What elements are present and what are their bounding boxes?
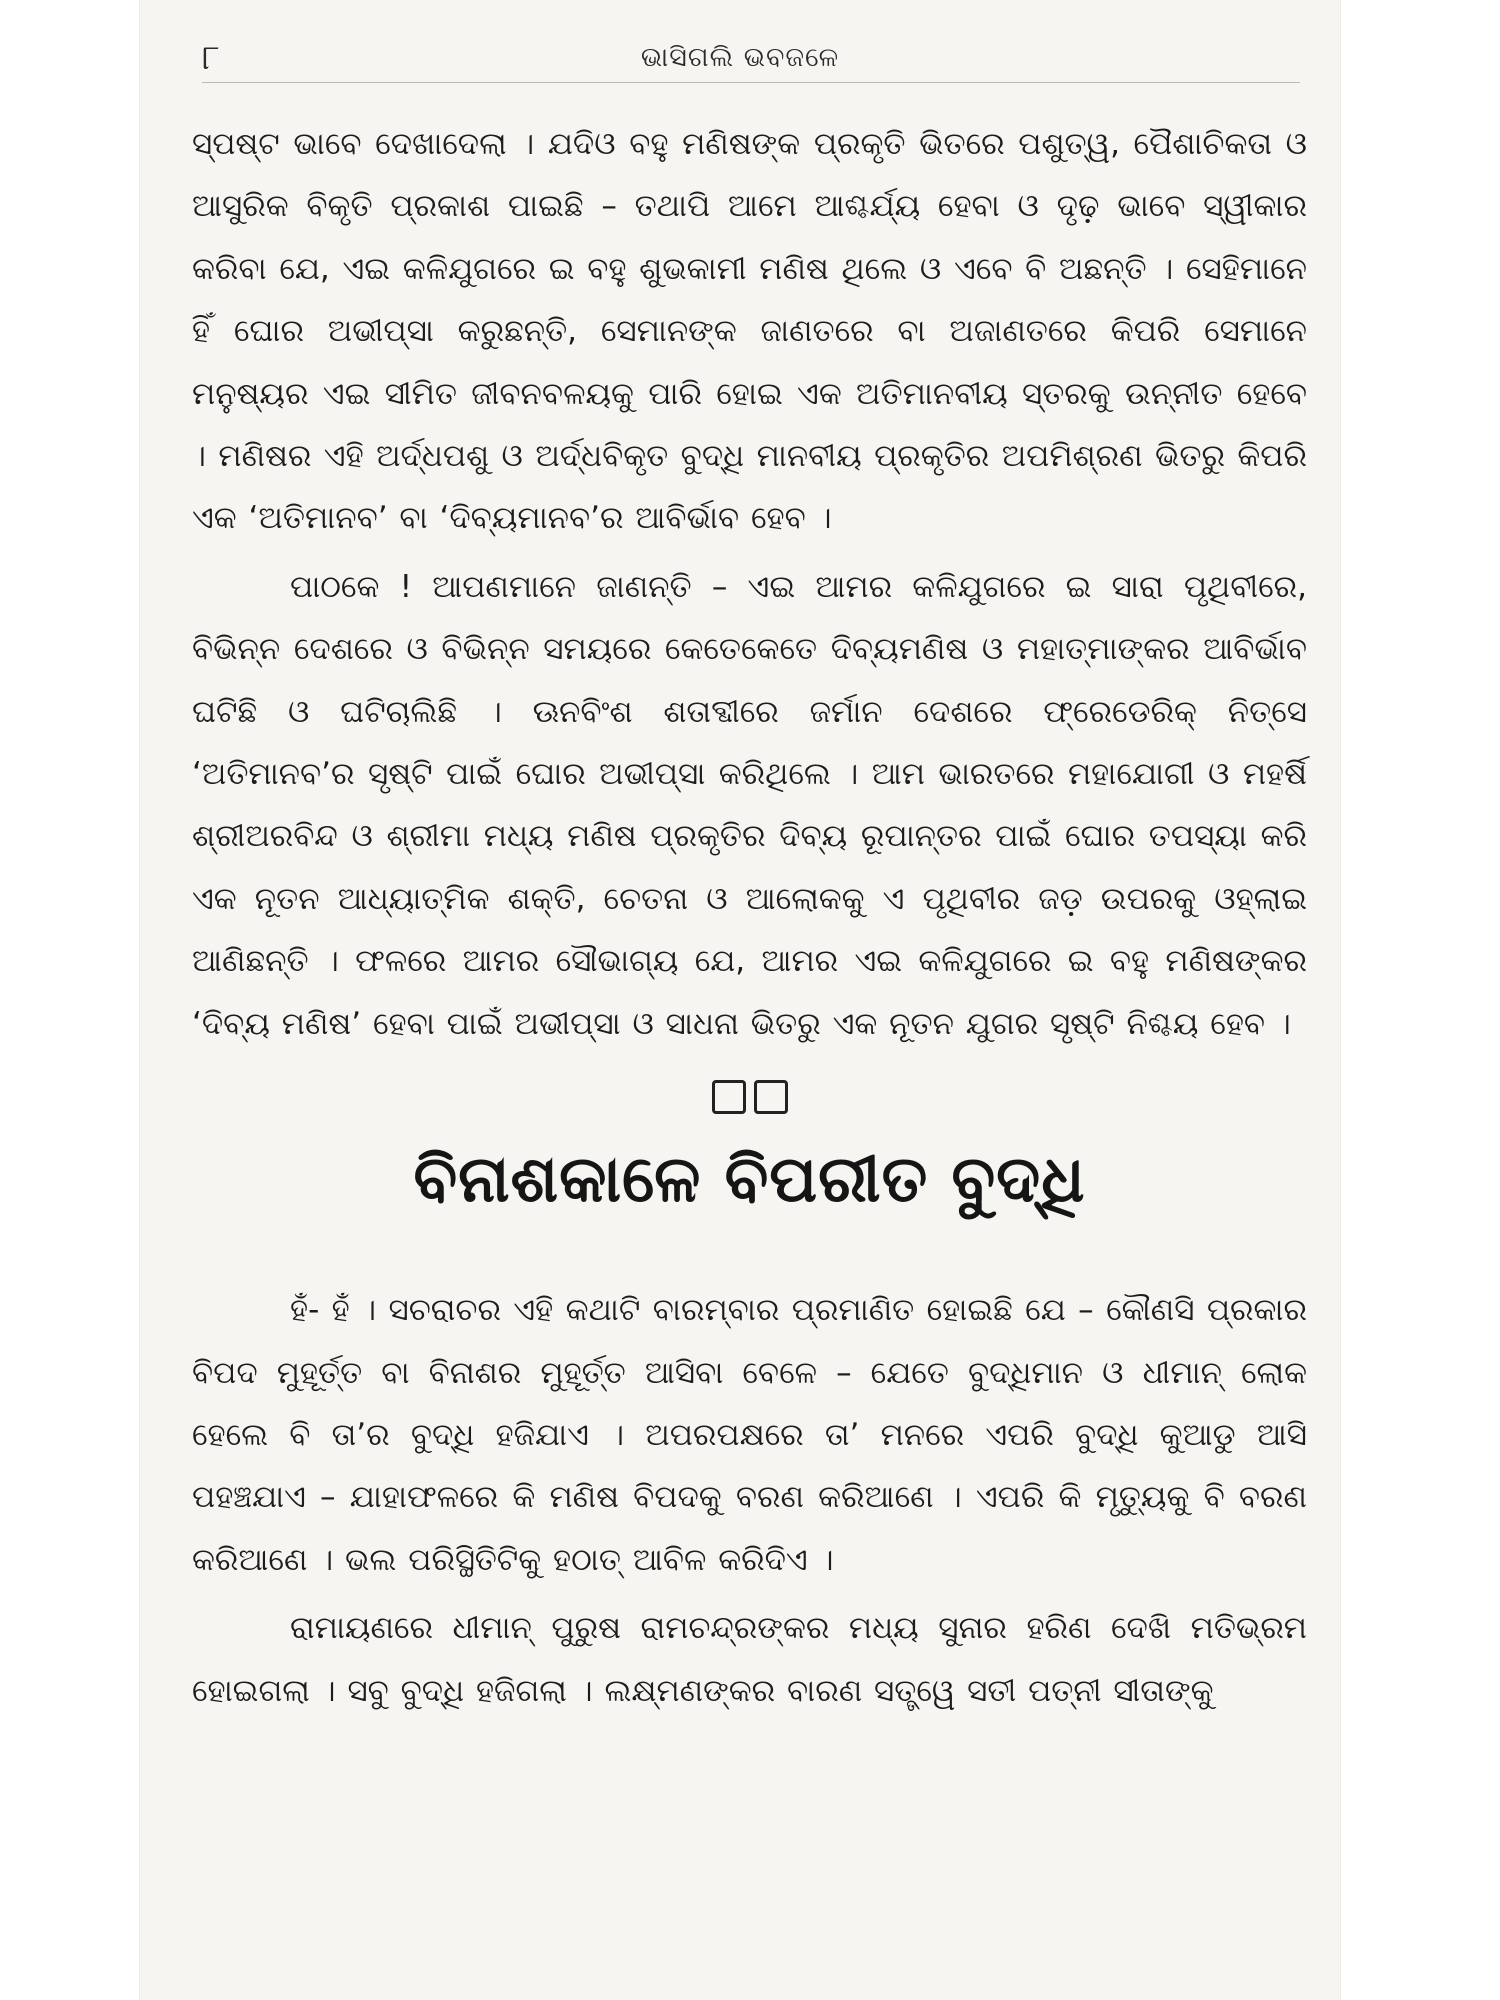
book-page: [140, 0, 1340, 2000]
paragraph: ହଁ- ହଁ । ସଚରାଚର ଏହି କଥାଟି ବାରମ୍ବାର ପ୍ରମାଣିତ ହୋଇଛି ଯେ – କୌଣସି ପ୍ରକାର ବିପଦ ମୁହୂର୍ତ୍ତ ବା ବିନାଶର ମୁହୂର୍ତ୍ତ ଆସିବା ବେଳେ – ଯେତେ ବୁଦ୍ଧିମାନ ଓ ଧୀମାନ୍ ଲୋକ ହେଲେ ବି ତା’ର ବୁଦ୍ଧି ହଜିଯାଏ । ଅପରପକ୍ଷରେ ତା’ ମନରେ ଏପରି ବୁଦ୍ଧି କୁଆଡୁ ଆସି ପହଞ୍ଚଯାଏ – ଯାହାଫଳରେ କି ମଣିଷ ବିପଦକୁ ବରଣ କରିଆଣେ । ଏପରି କି ମୃତ୍ୟୁକୁ ବି ବରଣ କରିଆଣେ । ଭଲ ପରିସ୍ଥିତିଟିକୁ ହଠାତ୍ ଆବିଳ କରିଦିଏ ।: [192, 1292, 1307, 1578]
paragraph: ସ୍ପଷ୍ଟ ଭାବେ ଦେଖାଦେଲା । ଯଦିଓ ବହୁ ମଣିଷଙ୍କ ପ୍ରକୃତି ଭିତରେ ପଶୁତ୍ୱ, ପୈଶାଚିକତା ଓ ଆସୁରିକ ବିକୃତି ପ୍ରକାଶ ପାଇଛି – ତଥାପି ଆମେ ଆଶ୍ଚର୍ଯ୍ୟ ହେବା ଓ ଦୃଢ଼ ଭାବେ ସ୍ୱୀକାର କରିବା ଯେ, ଏଇ କଳିଯୁଗରେ ଇ ବହୁ ଶୁଭକାମୀ ମଣିଷ ଥିଲେ ଓ ଏବେ ବି ଅଛନ୍ତି । ସେହିମାନେ ହିଁ ଘୋର ଅଭୀପ୍ସା କରୁଛନ୍ତି, ସେମାନଙ୍କ ଜାଣତରେ ବା ଅଜାଣତରେ କିପରି ସେମାନେ ମନୁଷ୍ୟର ଏଇ ସୀମିତ ଜୀବନବଳୟକୁ ପାରି ହୋଇ ଏକ ଅତିମାନବୀୟ ସ୍ତରକୁ ଉନ୍ନୀତ ହେବେ । ମଣିଷର ଏହି ଅର୍ଦ୍ଧପଶୁ ଓ ଅର୍ଦ୍ଧବିକୃତ ବୁଦ୍ଧି ମାନବୀୟ ପ୍ରକୃତିର ଅପମିଶ୍ରଣ ଭିତରୁ କିପରି ଏକ ‘ଅତିମାନବ’ ବା ‘ଦିବ୍ୟମାନବ’ର ଆବିର୍ଭାବ ହେବ ।: [192, 126, 1307, 537]
paragraph: ରାମାୟଣରେ ଧୀମାନ୍ ପୁରୁଷ ରାମଚନ୍ଦ୍ରଙ୍କର ମଧ୍ୟ ସୁନାର ହରିଣ ଦେଖି ମତିଭ୍ରମ ହୋଇଗଲା । ସବୁ ବୁଦ୍ଧି ହଜିଗଲା । ଲକ୍ଷ୍ମଣଙ୍କର ବାରଣ ସତ୍ତ୍ୱେ ସତୀ ପତ୍ନୀ ସୀତାଙ୍କୁ: [192, 1610, 1307, 1709]
double-square-ornament-icon: [192, 1075, 1307, 1115]
page-body: [192, 113, 1307, 1728]
page-number: ୮: [202, 38, 220, 78]
running-title: ଭାସିଗଲି ଭବଜଳେ: [640, 42, 840, 73]
header-rule: [202, 82, 1300, 83]
section-title: ବିନାଶକାଳେ ବିପରୀତ ବୁଦ୍ଧି: [413, 1143, 1086, 1218]
paragraph: ପାଠକେ ! ଆପଣମାନେ ଜାଣନ୍ତି – ଏଇ ଆମର କଳିଯୁଗରେ ଇ ସାରା ପୃଥିବୀରେ, ବିଭିନ୍ନ ଦେଶରେ ଓ ବିଭିନ୍ନ ସମୟରେ କେତେକେତେ ଦିବ୍ୟମଣିଷ ଓ ମହାତ୍ମାଙ୍କର ଆବିର୍ଭାବ ଘଟିଛି ଓ ଘଟିଚାଲିଛି । ଊନବିଂଶ ଶତାବ୍ଦୀରେ ଜର୍ମାନ ଦେଶରେ ଫ୍ରେଡେରିକ୍ ନିତ୍‌ସେ ‘ଅତିମାନବ’ର ସୃଷ୍ଟି ପାଇଁ ଘୋର ଅଭୀପ୍ସା କରିଥିଲେ । ଆମ ଭାରତରେ ମହାଯୋଗୀ ଓ ମହର୍ଷି ଶ୍ରୀଅରବିନ୍ଦ ଓ ଶ୍ରୀମା ମଧ୍ୟ ମଣିଷ ପ୍ରକୃତିର ଦିବ୍ୟ ରୂପାନ୍ତର ପାଇଁ ଘୋର ତପସ୍ୟା କରି ଏକ ନୂତନ ଆଧ୍ୟାତ୍ମିକ ଶକ୍ତି, ଚେତନା ଓ ଆଲୋକକୁ ଏ ପୃଥିବୀର ଜଡ଼ ଉପରକୁ ଓହ୍ଲାଇ ଆଣିଛନ୍ତି । ଫଳରେ ଆମର ସୌଭାଗ୍ୟ ଯେ, ଆମର ଏଇ କଳିଯୁଗରେ ଇ ବହୁ ମଣିଷଙ୍କର ‘ଦିବ୍ୟ ମଣିଷ’ ହେବା ପାଇଁ ଅଭୀପ୍ସା ଓ ସାଧନା ଭିତରୁ ଏକ ନୂତନ ଯୁଗର ସୃଷ୍ଟି ନିଶ୍ଚୟ ହେବ ।: [192, 568, 1307, 1042]
page-header: [140, 38, 1340, 88]
